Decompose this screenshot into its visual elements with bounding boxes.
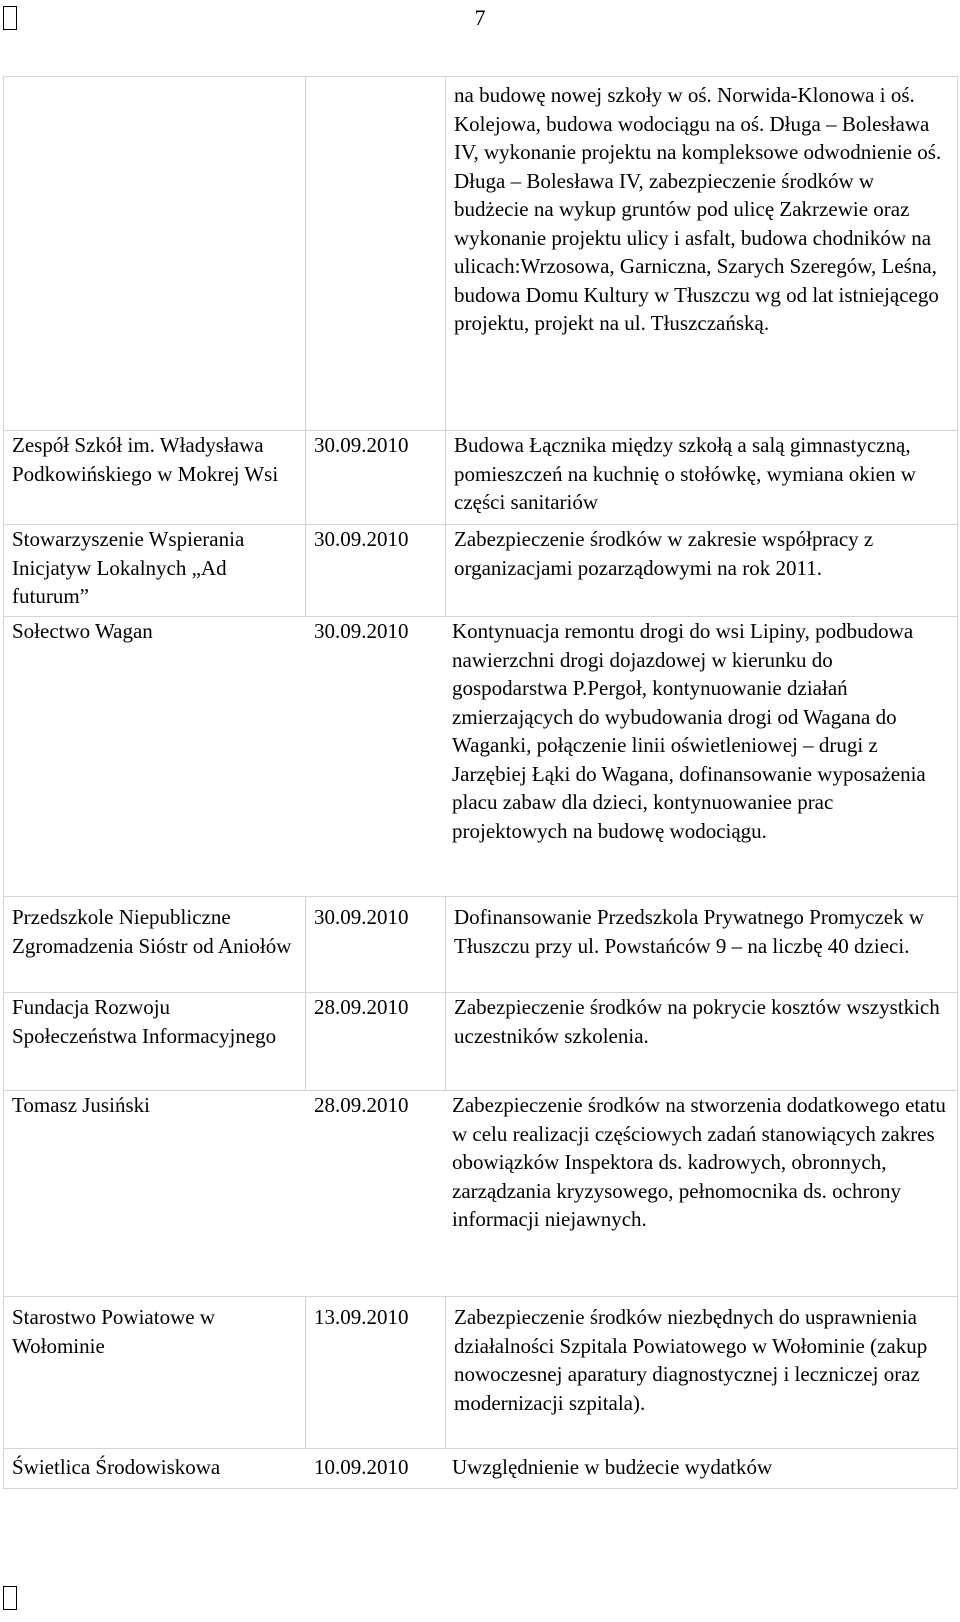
description-cell: Zabezpieczenie środków w zakresie współpracy z organizacjami pozarządowymi na rok 2011. <box>446 525 958 617</box>
date-cell: 30.09.2010 <box>306 897 446 993</box>
date-cell: 13.09.2010 <box>306 1297 446 1449</box>
entity-cell: Przedszkole Niepubliczne Zgromadzenia Sióstr od Aniołów <box>4 897 306 993</box>
table-row <box>4 1297 958 1449</box>
description-cell: Zabezpieczenie środków na pokrycie kosztów wszystkich uczestników szkolenia. <box>446 993 958 1091</box>
description-cell: Zabezpieczenie środków na stworzenia dodatkowego etatu w celu realizacji częściowych zadań stanowiących zakres obowiązków Inspektora ds. kadrowych, obronnych, zarządzania kryzysowego, pełnomocnika ds. ochrony informacji niejawnych. <box>452 1093 946 1231</box>
date-cell: 30.09.2010 <box>306 431 446 525</box>
date-cell <box>306 77 446 431</box>
merged-row-cell <box>4 617 958 897</box>
description-cell: Uwzględnienie w budżecie wydatków <box>452 1455 773 1479</box>
page-number: 7 <box>474 5 486 30</box>
date-cell: 10.09.2010 <box>314 1455 409 1479</box>
date-cell: 28.09.2010 <box>314 1093 409 1117</box>
entity-cell: Fundacja Rozwoju Społeczeństwa Informacyjnego <box>4 993 306 1091</box>
table-row <box>4 617 958 897</box>
requests-table <box>3 76 958 1489</box>
description-cell: Zabezpieczenie środków niezbędnych do usprawnienia działalności Szpitala Powiatowego w Wołominie (zakup nowoczesnej aparatury diagnostycznej i leczniczej oraz modernizacji szpitala). <box>446 1297 958 1449</box>
date-cell: 28.09.2010 <box>306 993 446 1091</box>
description-cell: na budowę nowej szkoły w oś. Norwida-Klonowa i oś. Kolejowa, budowa wodociągu na oś. Długa – Bolesława IV, wykonanie projektu na kompleksowe odwodnienie oś. Długa – Bolesława IV, zabezpieczenie środków w budżecie na wykup gruntów pod ulicę Zakrzewie oraz wykonanie projektu ulicy i asfalt, budowa chodników na ulicach:Wrzosowa, Garniczna, Szarych Szeregów, Leśna, budowa Domu Kultury w Tłuszczu wg od lat istniejącego projektu, projekt na ul. Tłuszczańską. <box>446 77 958 431</box>
description-cell: Kontynuacja remontu drogi do wsi Lipiny, podbudowa nawierzchni drogi dojazdowej w kierunku do gospodarstwa P.Pergoł, kontynuowanie działań zmierzających do wybudowania drogi od Wagana do Waganki, połączenie linii oświetleniowej – drugi z Jarzębiej Łąki do Wagana, dofinansowanie wyposażenia placu zabaw dla dzieci, kontynuowaniee prac projektowych na budowę wodociągu. <box>452 619 926 843</box>
entity-cell: Zespół Szkół im. Władysława Podkowińskiego w Mokrej Wsi <box>4 431 306 525</box>
merged-row-cell <box>4 1091 958 1297</box>
description-cell: Budowa Łącznika między szkołą a salą gimnastyczną, pomieszczeń na kuchnię o stołówkę, wymiana okien w części sanitariów <box>446 431 958 525</box>
date-cell: 30.09.2010 <box>306 525 446 617</box>
entity-cell <box>4 77 306 431</box>
entity-cell: Sołectwo Wagan <box>12 619 153 643</box>
entity-cell: Stowarzyszenie Wspierania Inicjatyw Lokalnych „Ad futurum” <box>4 525 306 617</box>
description-cell: Dofinansowanie Przedszkola Prywatnego Promyczek w Tłuszczu przy ul. Powstańców 9 – na liczbę 40 dzieci. <box>446 897 958 993</box>
entity-cell: Starostwo Powiatowe w Wołominie <box>4 1297 306 1449</box>
missing-glyph-icon <box>3 6 17 30</box>
table-row <box>4 431 958 525</box>
entity-cell: Tomasz Jusiński <box>12 1093 150 1117</box>
table-row <box>4 1091 958 1297</box>
table-row <box>4 897 958 993</box>
entity-cell: Świetlica Środowiskowa <box>12 1455 221 1479</box>
table-row <box>4 993 958 1091</box>
table-row <box>4 77 958 431</box>
table-row <box>4 1449 958 1489</box>
date-cell: 30.09.2010 <box>314 619 409 643</box>
table-row <box>4 525 958 617</box>
merged-row-cell <box>4 1449 958 1489</box>
missing-glyph-icon <box>3 1586 17 1610</box>
